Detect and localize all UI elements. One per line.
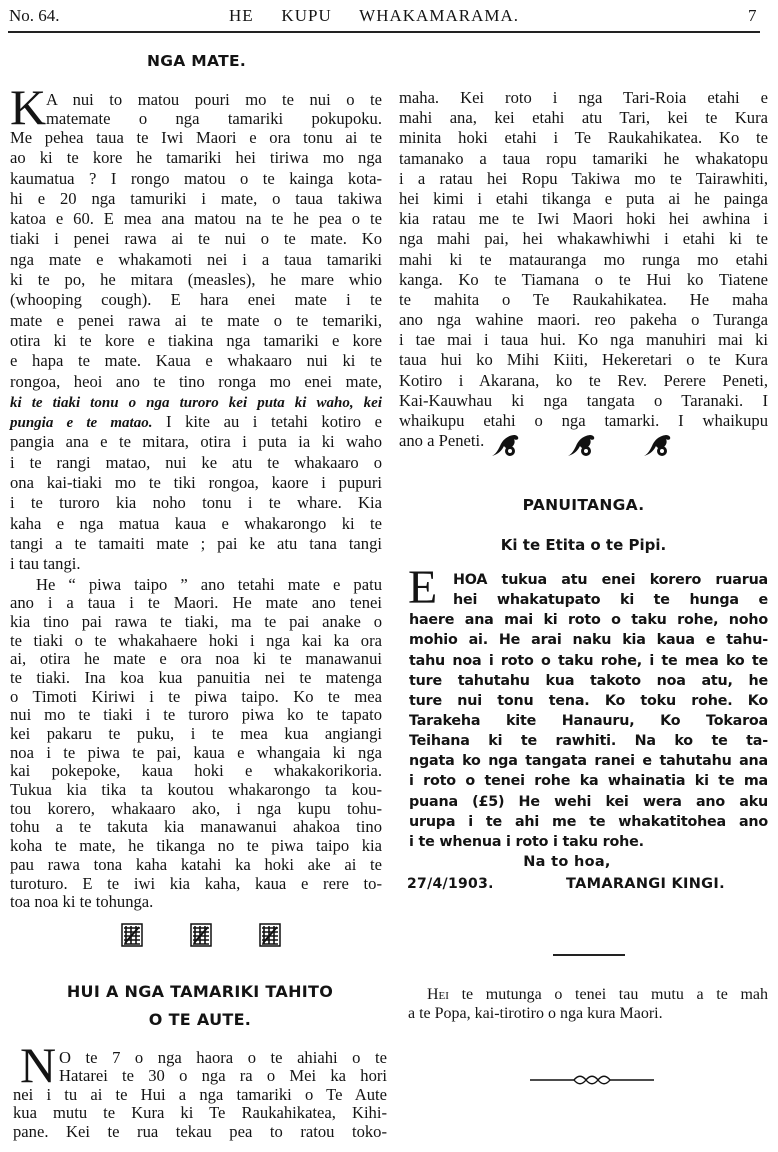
text-line: tamanako a taua ropu tamariki he whakatopu: [399, 148, 768, 168]
text-line: Me pehea taua te Iwi Maori e ora tonu ai te: [10, 128, 382, 147]
text-line: Teihana ki te rawhiti. Na ko te ta-: [409, 733, 768, 750]
article-paragraph: [10, 90, 382, 575]
text-line: i te whenua i roto i taku rohe.: [409, 833, 644, 850]
text-line: kanga. Ko te Tiamana o te Hui ko Tiatene: [399, 269, 768, 289]
notice-text: te mutunga o tenei tau mutu a te mah: [448, 986, 768, 1003]
article-heading-nga-mate: NGA MATE.: [146, 52, 247, 70]
text-line: maha. Kei roto i nga Tari-Roia etahi e: [399, 88, 768, 107]
heading-line: O TE AUTE.: [148, 1010, 252, 1029]
text-line: kei pakaru te puku, i te mea kua angiangi: [10, 724, 382, 743]
regular-text: I kite au i tetahi kotiro e: [152, 412, 382, 432]
text-line: i te rangi matao, nui ke atu te whakaaro o: [10, 452, 382, 472]
notice-lead: Hei: [427, 986, 449, 1003]
text-line: ona kai-tiaki mo te tiki rongoa, kaore i pupuri: [10, 473, 382, 493]
text-line: puana (£5) He wehi kei wera ano aku: [409, 793, 768, 810]
text-line: kia ratau me te Iwi Maori hoki hei awhina i: [399, 209, 768, 229]
heading-line: HUI A NGA TAMARIKI TAHITO: [66, 982, 334, 1001]
text-line: pane. Kei te rua tekau pea to ratou toko-: [13, 1121, 387, 1141]
hatched-square-ornament-icon: [121, 923, 143, 952]
text-line: e hapa te mate. Kaua e whakaaro nui ki te: [10, 351, 382, 371]
text-line: mate e penei rawa ai te mate o te temariki,: [10, 310, 382, 330]
notice-paragraph: [408, 985, 768, 1023]
header-rule: [8, 31, 760, 33]
text-line: tohu a te takuta kia manawanui ahakoa tino: [10, 817, 382, 837]
text-line: kaumatua ? I rongo matou o te kainga kota-: [10, 168, 382, 188]
drop-cap: E: [408, 561, 438, 614]
letter-salutation: Ki te Etita o te Pipi.: [500, 536, 667, 554]
text-line: tangi a te tamaiti mate ; pai ke atu tana tangi: [10, 533, 382, 553]
text-line: He “ piwa taipo ” ano tetahi mate e patu: [36, 574, 382, 594]
text-line: whaikupu etahi o nga tamarki. I whaikupu: [399, 411, 768, 430]
text-line: nga mate e whakamoti nei i a taua tamariki: [10, 249, 382, 269]
text-line: [10, 412, 382, 432]
article-heading-hui: [10, 978, 390, 1034]
text-line: i tae mai i taua hui. Ko nga manuhiri mai ki: [399, 330, 768, 350]
text-line: kua mutu te Kura ki Te Raukahikatea, Kihi-: [13, 1103, 387, 1122]
article-heading-panuitanga: PANUITANGA.: [522, 496, 645, 514]
text-line: ano a Peneti.: [399, 431, 485, 451]
text-line: matemate o nga tamariki pokupoku.: [46, 109, 382, 128]
text-line: ture tahutahu kua takoto noa atu, he: [409, 672, 768, 689]
text-line: i roto o tenei rohe ka whainatia ki te ma: [409, 773, 768, 790]
text-line: turoturo. E te iwi kia kaha, kaua e rere to-: [10, 873, 382, 893]
text-line: tou korero, whakaaro ako, i nga kupu tohu-: [10, 798, 382, 818]
text-line: mohio ai. He arai naku kia kaua e tahu-: [409, 632, 768, 649]
text-line: [10, 392, 382, 412]
text-line: nei i tu ai te Hui a nga tamariki o Te Aute: [13, 1084, 387, 1104]
page-number: 7: [748, 6, 757, 25]
text-line: ano nga wahine maori. reo pakeha o Turanga: [399, 310, 768, 330]
text-line: Hatarei te 30 o nga ra o Mei ka hori: [59, 1066, 387, 1085]
text-line: te mahita o Te Raukahikatea. He maha: [399, 289, 768, 309]
text-line: kia tino pai rawa te tiaki, ma te pai anake o: [10, 611, 382, 631]
text-line: o Timoti Kiriwi i te piwa taipo. Ko te mea: [10, 686, 382, 706]
fern-flourish-ornament-icon: [642, 432, 672, 463]
text-line: ki te po, he mitara (measles), he mare whio: [10, 270, 382, 290]
fern-flourish-ornament-icon: [566, 432, 596, 463]
text-line: te tiaki. Ina koa kua panuitia nei te matenga: [10, 667, 382, 687]
article-paragraph: [13, 1049, 387, 1142]
text-line: kaha e nga matua kaua e whakarongo ki te: [10, 513, 382, 533]
notice-line: [408, 985, 768, 1004]
text-line: pangia ana e te mitara, otira i puta ia ki waho: [10, 432, 382, 452]
text-line: i a ratau hei Ropu Takiwa mo te Tairawhiti,: [399, 168, 768, 188]
text-line: haere ana mai ki roto o taku rohe, noho: [409, 612, 768, 629]
text-line: hei kimi i etahi tikanga e puta ai he painga: [399, 188, 768, 208]
text-line: kai pokepoke, kaua hoki e whakakorikoria.: [10, 761, 382, 781]
text-line: koha te mate, he tikanga no te piwa taipo kia: [10, 836, 382, 856]
issue-number: No. 64.: [9, 6, 60, 25]
text-line: i te turoro kia noho tonu i te whare. Kia: [10, 493, 382, 513]
text-line: Kotiro i Akarana, ko te Rev. Perere Peneti,: [399, 370, 768, 390]
text-line: hi e 20 nga tamuriki i mate, o taua takiwa: [10, 188, 382, 208]
text-line: Kai-Kauwhau ki nga tangata o Taranaki. I: [399, 390, 768, 410]
text-line: A nui to matou pouri mo te nui o te: [46, 90, 382, 109]
emphasized-text: ki te tiaki tonu o nga turoro kei puta ki waho, kei: [10, 394, 382, 411]
drop-cap: N: [20, 1037, 57, 1093]
text-line: nga mahi pai, hei whakawhiwhi i etahi ki te: [399, 229, 768, 249]
text-line: i tau tangi.: [10, 554, 81, 574]
text-line: tiaki i penei rawa ai te nui o te mate. Ko: [10, 229, 382, 249]
letter-paragraph: [408, 561, 768, 852]
text-line: nui mo te tiaki i te turoro piwa ko te tapato: [10, 705, 382, 725]
text-line: pau rawa tona kaha katahi ka hoki ake ai te: [10, 854, 382, 874]
section-rule: [553, 954, 625, 956]
text-line: Tarakeha kite Hanauru, Ko Tokaroa: [409, 712, 768, 729]
emphasized-text: pungia e te matao.: [10, 415, 153, 432]
letter-signature: TAMARANGI KINGI.: [566, 876, 725, 892]
fern-flourish-ornament-icon: [490, 432, 520, 463]
text-line: mahi ki te matauranga mo runga mo etahi: [399, 249, 768, 269]
text-line: (whooping cough). E hara enei mate i te: [10, 290, 382, 310]
text-line: hei whakatupato ki te hunga e: [453, 592, 768, 609]
letter-date: 27/4/1903.: [407, 876, 494, 892]
text-line: HOA tukua atu enei korero ruarua: [453, 572, 768, 588]
hatched-square-ornament-icon: [259, 923, 281, 952]
notice-line: a te Popa, kai-tirotiro o nga kura Maori.: [408, 1005, 663, 1022]
article-paragraph: [399, 88, 768, 451]
running-title: HE KUPU WHAKAMARAMA.: [229, 6, 519, 25]
text-line: otira ki te kore e tiakina nga tamariki e kore: [10, 330, 382, 350]
rule-with-knot-ornament-icon: [530, 1073, 654, 1092]
text-line: tahu noa i roto o taku rohe, i te mea ko te: [409, 652, 768, 669]
text-line: ngata ko nga tangata ranei e tahutahu ana: [409, 753, 768, 770]
text-line: rongoa, heoi ano te tino ronga mo enei mate,: [10, 371, 382, 391]
text-line: minita hoki etahi i Te Raukahikatea. Ko te: [399, 128, 768, 148]
article-paragraph: [10, 576, 382, 912]
text-line: katoa e 60. E mea ana matou na te he pea o te: [10, 209, 382, 229]
text-line: mahi ana, kei etahi atu Tari, kei te Kura: [399, 108, 768, 128]
text-line: ture nui tonu tena. Ko toku rohe. Ko: [409, 692, 768, 709]
text-line: ano i a taua i te Maori. He mate ano tenei: [10, 593, 382, 613]
text-line: toa noa ki te tohunga.: [10, 892, 154, 912]
text-line: Tukua kia tika ta koutou whakarongo ta kou-: [10, 780, 382, 800]
text-line: te tiaki o te whakahaere hoki i nga kai ka ora: [10, 630, 382, 650]
drop-cap: K: [10, 79, 47, 135]
text-line: urupa i te ahi me te whakatitohea ano: [409, 813, 768, 830]
text-line: ao ki te kore he tamariki hei tiriwa mo nga: [10, 148, 382, 168]
text-line: O te 7 o nga haora o te ahiahi o te: [59, 1047, 387, 1067]
text-line: taua hui ko Mihi Kiiti, Hekeretari o te Kura: [399, 350, 768, 370]
text-line: ai, otira he mate e ora noa ki te manawanui: [10, 649, 382, 669]
hatched-square-ornament-icon: [190, 923, 212, 952]
letter-closing: Na to hoa,: [523, 854, 611, 870]
text-line: noa i te piwa te pai, kaua e whangaia ki nga: [10, 742, 382, 762]
